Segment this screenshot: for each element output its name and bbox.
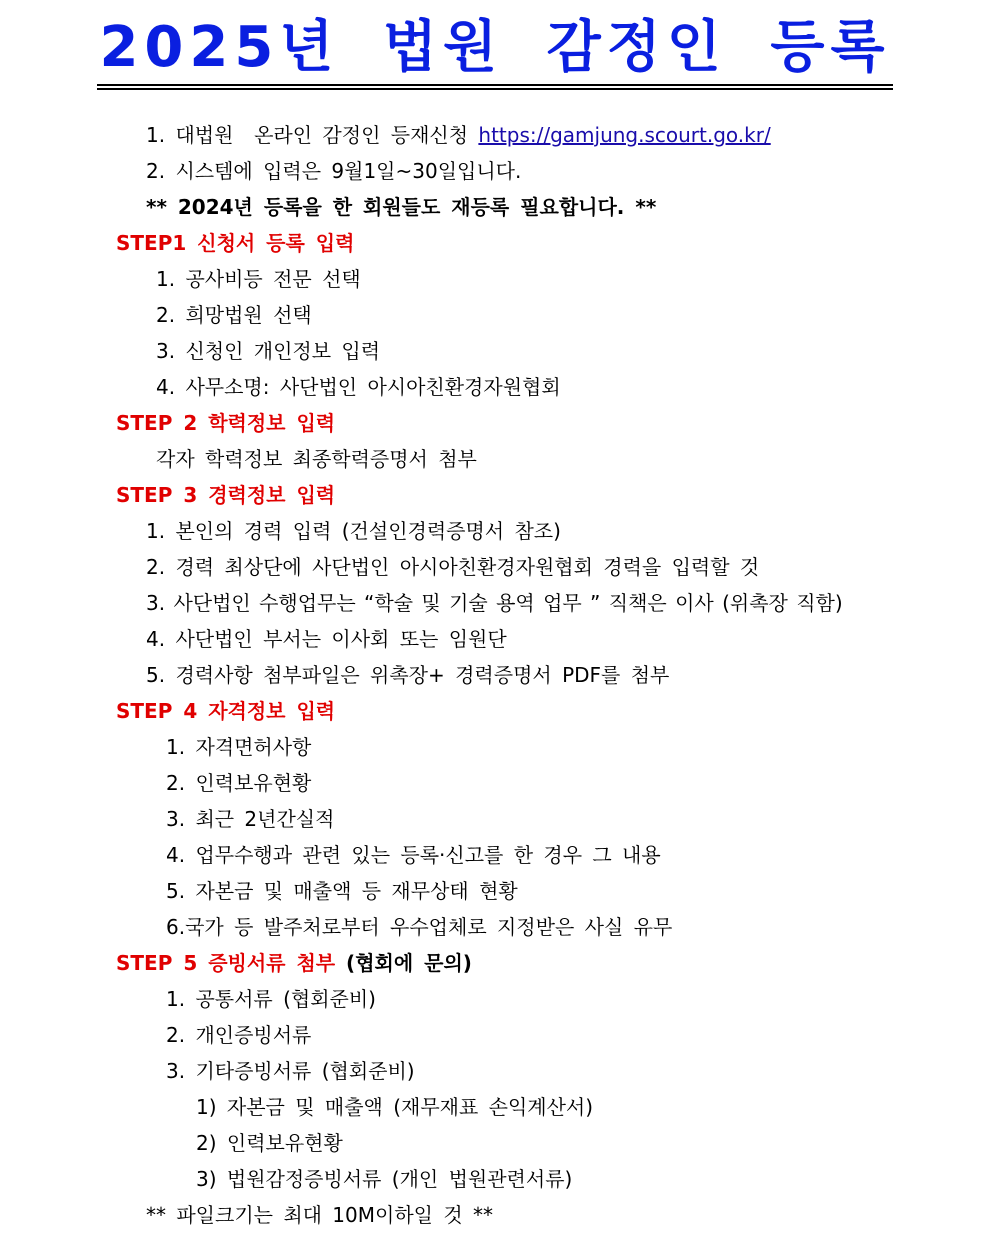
step5-sub-item: 3) 법원감정증빙서류 (개인 법원관련서류) — [196, 1167, 573, 1191]
step4-item: 4. 업무수행과 관련 있는 등록·신고를 한 경우 그 내용 — [166, 843, 661, 867]
step2-heading: STEP 2 학력정보 입력 — [116, 411, 336, 435]
step1-item: 1. 공사비등 전문 선택 — [156, 267, 361, 291]
step4-item: 6.국가 등 발주처로부터 우수업체로 지정받은 사실 유무 — [166, 915, 673, 939]
page-title: 2025년 법원 감정인 등록 — [97, 14, 892, 90]
step4-item: 1. 자격면허사항 — [166, 735, 312, 759]
step3-item: 2. 경력 최상단에 사단법인 아시아친환경자원협회 경력을 입력할 것 — [146, 555, 760, 579]
step5-item: 1. 공통서류 (협회준비) — [166, 987, 376, 1011]
intro-line-1-text: 1. 대법원 온라인 감정인 등재신청 — [146, 123, 479, 147]
step2-item: 각자 학력정보 최종학력증명서 첨부 — [156, 447, 477, 471]
step4-item: 2. 인력보유현황 — [166, 771, 312, 795]
step3-item: 5. 경력사항 첨부파일은 위촉장+ 경력증명서 PDF를 첨부 — [146, 663, 670, 687]
step5-item: 2. 개인증빙서류 — [166, 1023, 312, 1047]
step1-item: 3. 신청인 개인정보 입력 — [156, 339, 381, 363]
step5-heading-note: (협회에 문의) — [335, 951, 472, 975]
step1-item: 2. 희망법원 선택 — [156, 303, 312, 327]
step1-heading: STEP1 신청서 등록 입력 — [116, 231, 355, 255]
step3-item: 1. 본인의 경력 입력 (건설인경력증명서 참조) — [146, 519, 561, 543]
intro-notice: ** 2024년 등록을 한 회원들도 재등록 필요합니다. ** — [146, 195, 657, 219]
registration-link[interactable]: https://gamjung.scourt.go.kr/ — [478, 123, 771, 147]
step5-heading-line — [116, 950, 472, 976]
file-size-note: ** 파일크기는 최대 10M이하일 것 ** — [146, 1203, 494, 1227]
page-title-wrap — [0, 14, 990, 90]
step5-item: 3. 기타증빙서류 (협회준비) — [166, 1059, 415, 1083]
intro-line-2: 2. 시스템에 입력은 9월1일~30일입니다. — [146, 159, 522, 183]
step1-item: 4. 사무소명: 사단법인 아시아친환경자원협회 — [156, 375, 561, 399]
step3-item: 4. 사단법인 부서는 이사회 또는 임원단 — [146, 627, 507, 651]
step3-heading: STEP 3 경력정보 입력 — [116, 483, 336, 507]
step3-item: 3. 사단법인 수행업무는 “학술 및 기술 용역 업무 ” 직책은 이사 (위촉장 직함) — [146, 591, 843, 615]
step5-sub-item: 2) 인력보유현황 — [196, 1131, 343, 1155]
step4-item: 5. 자본금 및 매출액 등 재무상태 현황 — [166, 879, 518, 903]
intro-line-1 — [146, 122, 771, 148]
step4-heading: STEP 4 자격정보 입력 — [116, 699, 336, 723]
step5-heading: STEP 5 증빙서류 첨부 — [116, 951, 336, 975]
step5-sub-item: 1) 자본금 및 매출액 (재무재표 손익계산서) — [196, 1095, 594, 1119]
step4-item: 3. 최근 2년간실적 — [166, 807, 335, 831]
